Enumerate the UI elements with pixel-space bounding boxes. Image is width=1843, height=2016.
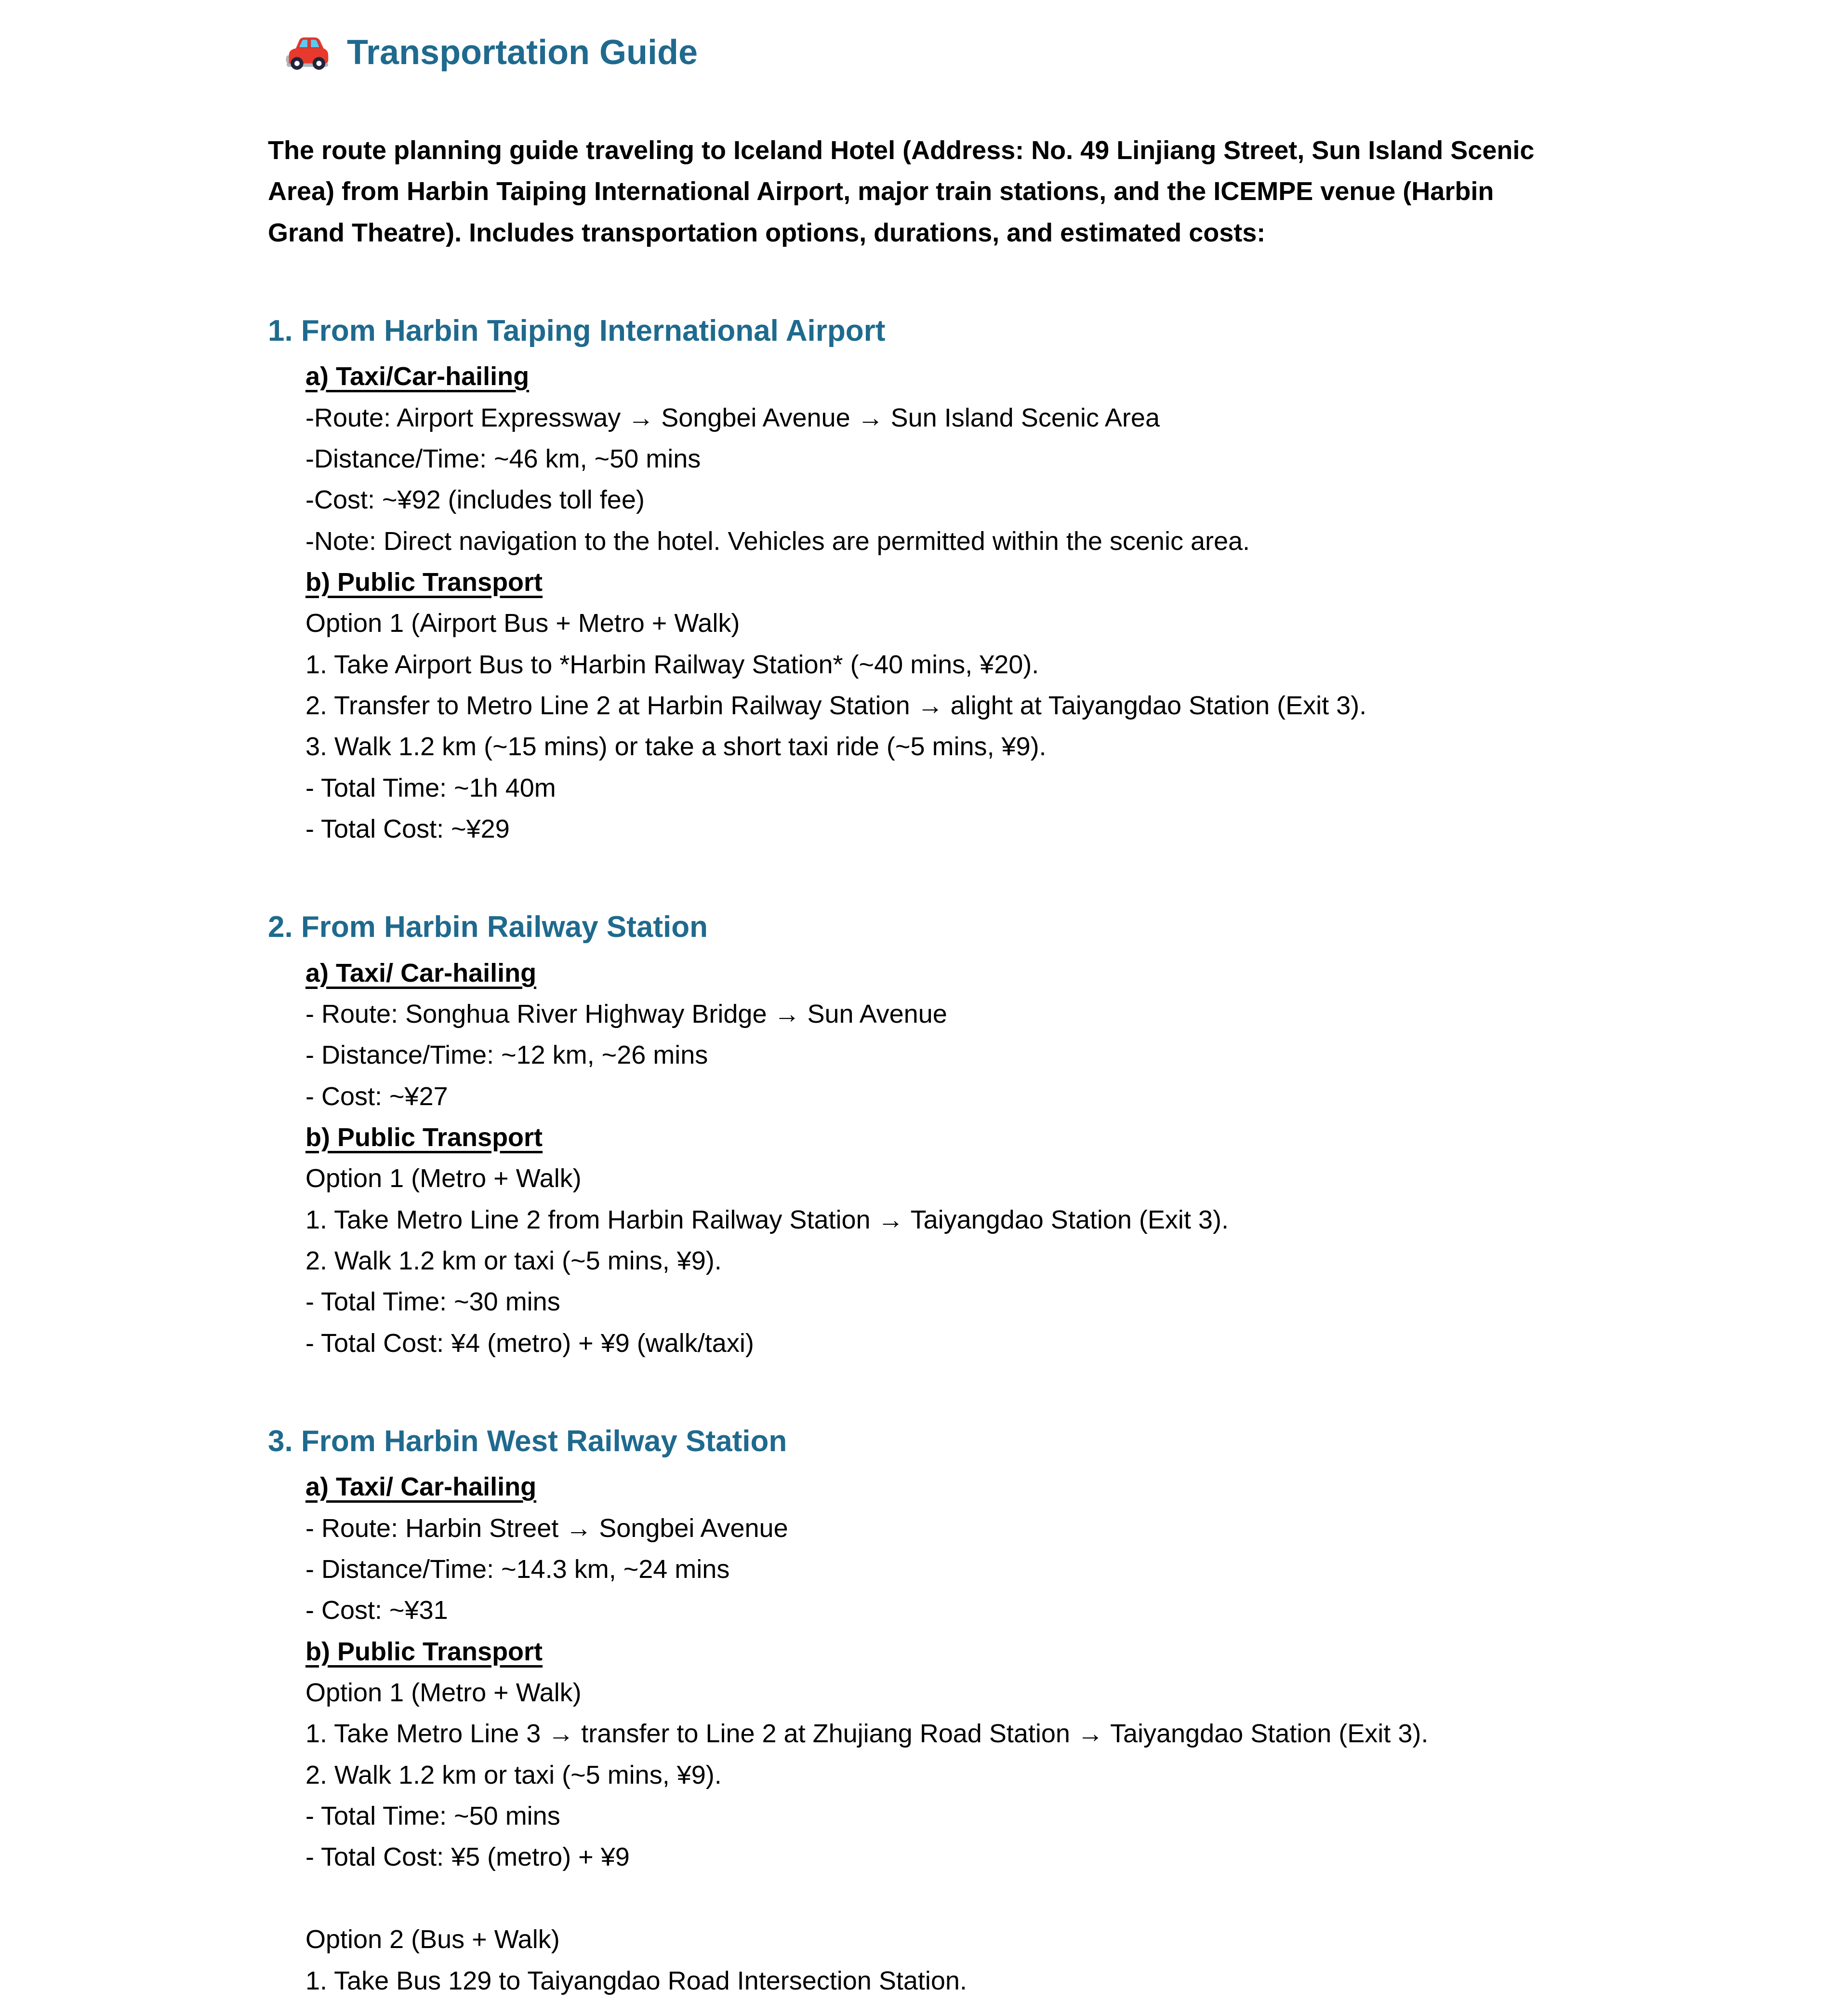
text-line: - Route: Harbin Street → Songbei Avenue: [305, 1513, 788, 1543]
subheading: b) Public Transport: [305, 1122, 543, 1152]
text-line: - Total Time: ~1h 40m: [305, 773, 556, 802]
section-body: [305, 356, 1549, 850]
text-line: 2. Transfer to Metro Line 2 at Harbin Railway Station → alight at Taiyangdao Station (Exit 3).: [305, 691, 1367, 720]
page-title: [284, 30, 1843, 76]
text-line: - Distance/Time: ~12 km, ~26 mins: [305, 1041, 708, 1070]
text-line: - Total Cost: ~¥29: [305, 814, 510, 843]
subheading: a) Taxi/Car-hailing: [305, 362, 530, 391]
text-line: - Total Cost: ¥4 (metro) + ¥9 (walk/taxi): [305, 1328, 754, 1358]
text-line: 1. Take Metro Line 2 from Harbin Railway Station → Taiyangdao Station (Exit 3).: [305, 1205, 1229, 1234]
intro-paragraph: The route planning guide traveling to Iceland Hotel (Address: No. 49 Linjiang Street, Sun Island Scenic Area) from Harbin Taiping International Airport, major train stations, and the ICEMPE venue (Harbin Grand Theatre). Includes transportation options, durations, and estimated costs:: [268, 136, 1535, 247]
section-heading: 1. From Harbin Taiping International Airport: [268, 314, 886, 347]
subheading: b) Public Transport: [305, 568, 543, 597]
text-line: Option 2 (Bus + Walk): [305, 1925, 560, 1954]
section-body: [305, 1467, 1549, 2002]
text-line: - Route: Songhua River Highway Bridge → Sun Avenue: [305, 1000, 947, 1028]
text-line: - Total Time: ~50 mins: [305, 1801, 560, 1830]
text-line: 1. Take Metro Line 3 → transfer to Line 2 at Zhujiang Road Station → Taiyangdao Station (Exit 3).: [305, 1719, 1429, 1749]
page-title-text: Transportation Guide: [347, 33, 698, 72]
text-line: - Distance/Time: ~14.3 km, ~24 mins: [305, 1554, 730, 1584]
blank-line: [305, 1878, 1549, 1919]
text-line: - Cost: ~¥31: [305, 1596, 448, 1625]
text-line: 2. Walk 1.2 km or taxi (~5 mins, ¥9).: [305, 1246, 722, 1275]
subheading: a) Taxi/ Car-hailing: [305, 958, 537, 988]
text-line: - Cost: ~¥27: [305, 1081, 448, 1111]
section-body: [305, 953, 1549, 1364]
section: [268, 1423, 1843, 2002]
text-line: 3. Walk 1.2 km (~15 mins) or take a short taxi ride (~5 mins, ¥9).: [305, 732, 1047, 761]
section: [268, 908, 1843, 1364]
text-line: -Distance/Time: ~46 km, ~50 mins: [305, 444, 701, 474]
section-heading: 2. From Harbin Railway Station: [268, 910, 708, 944]
text-line: - Total Time: ~30 mins: [305, 1287, 560, 1317]
text-line: Option 1 (Airport Bus + Metro + Walk): [305, 609, 740, 638]
text-line: -Route: Airport Expressway → Songbei Avenue → Sun Island Scenic Area: [305, 403, 1160, 432]
text-line: - Total Cost: ¥5 (metro) + ¥9: [305, 1842, 630, 1872]
text-line: Option 1 (Metro + Walk): [305, 1164, 582, 1193]
text-line: 1. Take Airport Bus to *Harbin Railway Station* (~40 mins, ¥20).: [305, 650, 1039, 679]
text-line: 1. Take Bus 129 to Taiyangdao Road Intersection Station.: [305, 1966, 967, 1995]
text-line: -Cost: ~¥92 (includes toll fee): [305, 485, 645, 515]
subheading: a) Taxi/ Car-hailing: [305, 1472, 537, 1502]
text-line: Option 1 (Metro + Walk): [305, 1678, 582, 1707]
subheading: b) Public Transport: [305, 1637, 543, 1666]
section-heading: 3. From Harbin West Railway Station: [268, 1424, 787, 1458]
text-line: -Note: Direct navigation to the hotel. Vehicles are permitted within the scenic area.: [305, 526, 1250, 556]
car-icon: [284, 30, 331, 76]
section: [268, 312, 1843, 850]
sections-container: [268, 312, 1843, 2002]
text-line: 2. Walk 1.2 km or taxi (~5 mins, ¥9).: [305, 1760, 722, 1789]
